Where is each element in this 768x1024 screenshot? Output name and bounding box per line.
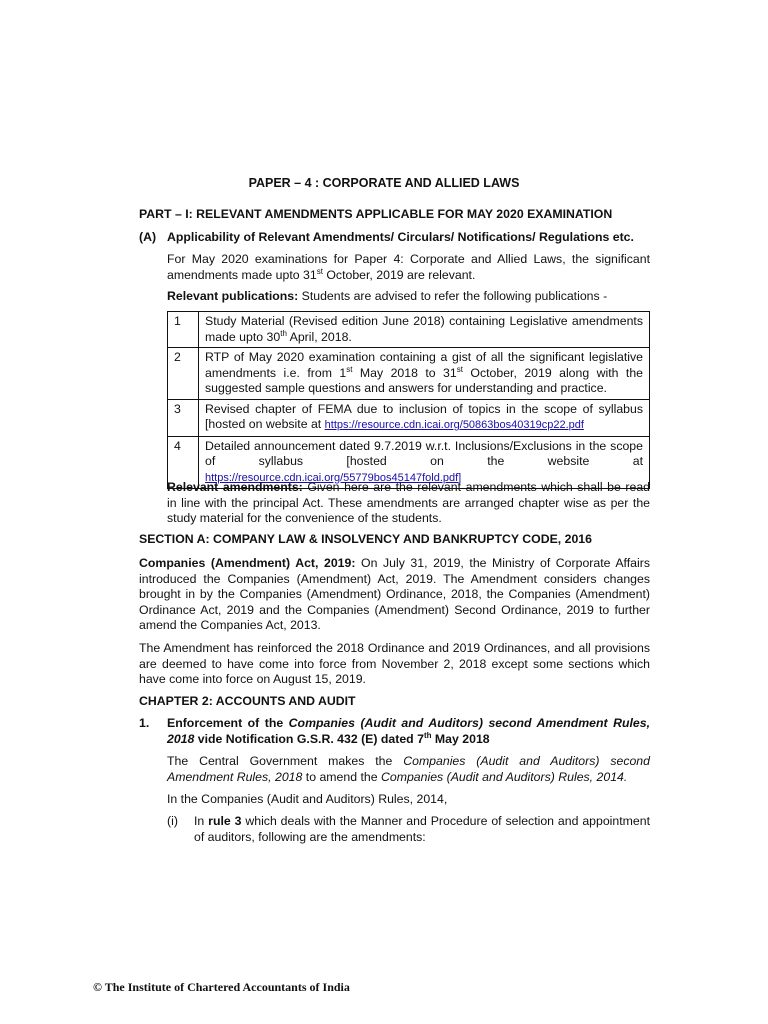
- row-text: Detailed announcement dated 9.7.2019 w.r.t. Inclusions/Exclusions in the scope of syllabus [hosted on the website at https://resource.cdn.icai.org/55779bos45147fold.pdf]: [199, 436, 650, 489]
- item-1-heading: Enforcement of the Companies (Audit and Auditors) second Amendment Rules, 2018 vide Notification G.S.R. 432 (E) dated 7th May 2018: [167, 716, 650, 746]
- row-number: 4: [168, 436, 199, 489]
- row-text: RTP of May 2020 examination containing a gist of all the significant legislative amendments i.e. from 1st May 2018 to 31st October, 2019 along with the suggested sample questions and answers for understanding and practice.: [199, 348, 650, 400]
- paper-title: PAPER – 4 : CORPORATE AND ALLIED LAWS: [248, 176, 520, 190]
- sub-item-i-number: (i): [167, 814, 178, 828]
- publications-table: [167, 311, 650, 489]
- table-row: [168, 312, 650, 348]
- footer-copyright: © The Institute of Chartered Accountants of India: [93, 980, 350, 994]
- table-row: [168, 348, 650, 400]
- companies-act-paragraph: Companies (Amendment) Act, 2019: On July 31, 2019, the Ministry of Corporate Affairs introduced the Companies (Amendment) Act, 2019. The Amendment considers changes brought in by the Companies (Amendment) Ordinance, 2018, the Companies (Amendment) Ordinance Act, 2019 and the Companies (Amendment) Second Ordinance, 2019 to further amend the Companies Act, 2013.: [139, 556, 650, 632]
- chapter-2-heading: CHAPTER 2: ACCOUNTS AND AUDIT: [139, 694, 356, 708]
- reinforced-paragraph: The Amendment has reinforced the 2018 Ordinance and 2019 Ordinances, and all provisions are deemed to have come into force from November 2, 2018 except some sections which have come into force on August 15, 2019.: [139, 641, 650, 686]
- fema-link[interactable]: https://resource.cdn.icai.org/50863bos40319cp22.pdf: [324, 419, 584, 431]
- row-text: Study Material (Revised edition June 2018) containing Legislative amendments made upto 30th April, 2018.: [199, 312, 650, 348]
- row-number: 1: [168, 312, 199, 348]
- table-row: [168, 399, 650, 436]
- section-a-title: SECTION A: COMPANY LAW & INSOLVENCY AND BANKRUPTCY CODE, 2016: [139, 532, 592, 546]
- row-number: 3: [168, 399, 199, 436]
- item-1-number: 1.: [139, 716, 150, 730]
- rules-intro: In the Companies (Audit and Auditors) Rules, 2014,: [167, 792, 448, 806]
- row-number: 2: [168, 348, 199, 400]
- announcement-link[interactable]: https://resource.cdn.icai.org/55779bos45147fold.pdf]: [205, 471, 462, 484]
- section-a-label: (A): [139, 230, 157, 244]
- relevant-amendments: Relevant amendments: Given here are the relevant amendments which shall be read in line with the principal Act. These amendments are arranged chapter wise as per the study material for the convenience of the students.: [167, 480, 651, 525]
- sub-item-i-text: In rule 3 which deals with the Manner and Procedure of selection and appointment of auditors, following are the amendments:: [194, 814, 651, 844]
- central-government-paragraph: The Central Government makes the Companies (Audit and Auditors) second Amendment Rules, 2018 to amend the Companies (Audit and Auditors) Rules, 2014.: [167, 754, 650, 784]
- section-a-heading: Applicability of Relevant Amendments/ Circulars/ Notifications/ Regulations etc.: [167, 230, 634, 244]
- part-heading: PART – I: RELEVANT AMENDMENTS APPLICABLE FOR MAY 2020 EXAMINATION: [139, 207, 613, 221]
- relevant-publications: Relevant publications: Students are advised to refer the following publications -: [167, 289, 608, 303]
- intro-paragraph: For May 2020 examinations for Paper 4: Corporate and Allied Laws, the significant amendments made upto 31st October, 2019 are relevant.: [167, 252, 650, 282]
- row-text: Revised chapter of FEMA due to inclusion of topics in the scope of syllabus [hosted on website at https://resource.cdn.icai.org/50863bos40319cp22.pdf: [199, 399, 650, 436]
